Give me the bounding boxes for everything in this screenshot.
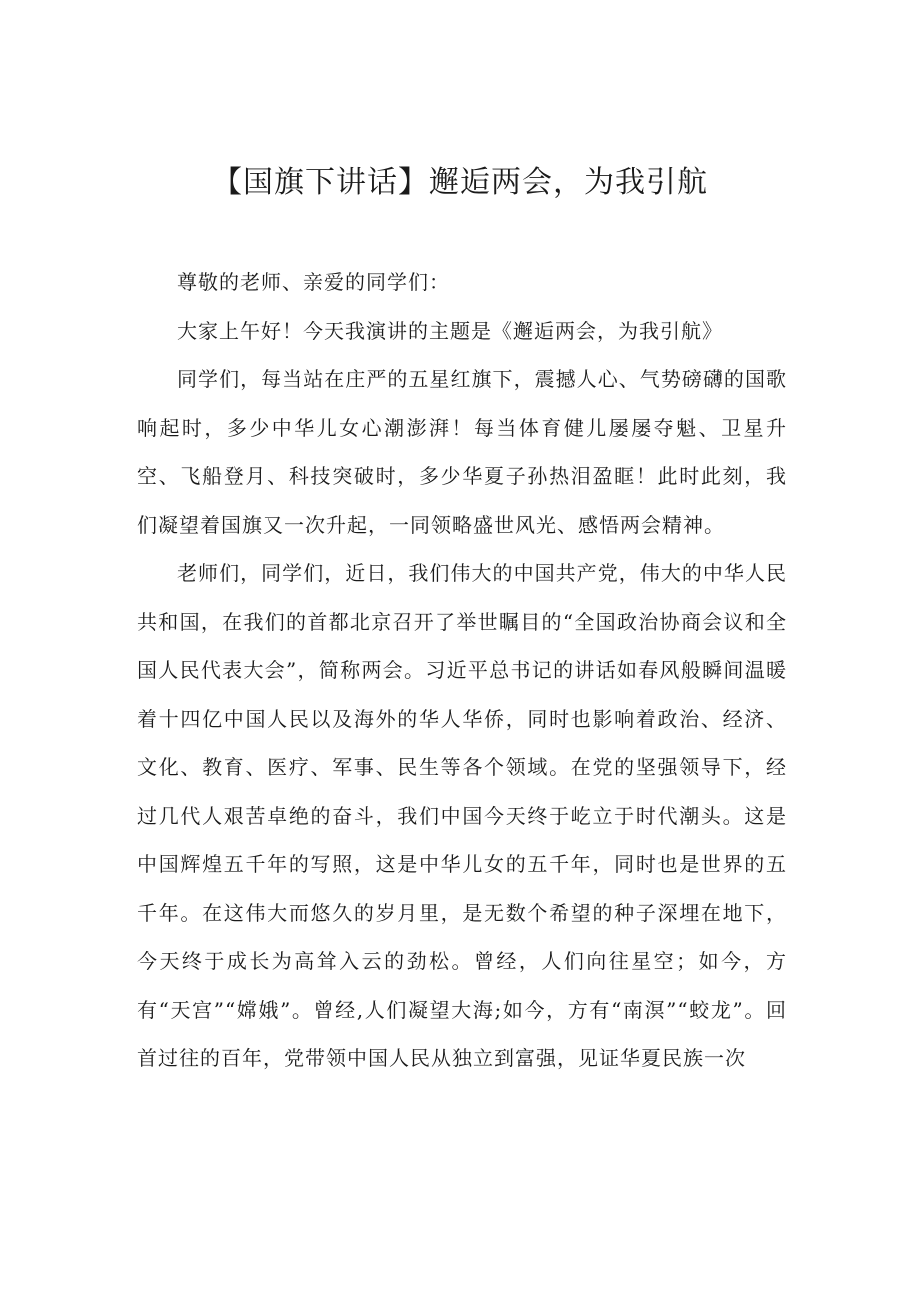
paragraph-two-sessions: 老师们，同学们，近日，我们伟大的中国共产党，伟大的中华人民共和国，在我们的首都北京召开了举世瞩目的“全国政治协商会议和全国人民代表大会”，简称两会。习近平总书记的讲话如春风般瞬间温暖着十四亿中国人民以及海外的华人华侨，同时也影响着政治、经济、文化、教育、医疗、军事、民生等各个领域。在党的坚强领导下，经过几代人艰苦卓绝的奋斗，我们中国今天终于屹立于时代潮头。这是中国辉煌五千年的写照，这是中华儿女的五千年，同时也是世界的五千年。在这伟大而悠久的岁月里，是无数个希望的种子深埋在地下，今天终于成长为高耸入云的劲松。曾经，人们向往星空；如今，方有“天宫”“嫦娥”。曾经,人们凝望大海;如今，方有“南溟”“蛟龙”。回首过往的百年，党带领中国人民从独立到富强，见证华夏民族一次: [137, 561, 787, 1070]
paragraph-topic: 大家上午好！今天我演讲的主题是《邂逅两会，为我引航》: [177, 318, 723, 343]
document-title: 【国旗下讲话】邂逅两会，为我引航: [212, 165, 708, 200]
paragraph-flag: 同学们，每当站在庄严的五星红旗下，震撼人心、气势磅礴的国歌响起时，多少中华儿女心潮澎湃！每当体育健儿屡屡夺魁、卫星升空、飞船登月、科技突破时，多少华夏子孙热泪盈眶！此时此刻，我们凝望着国旗又一次升起，一同领略盛世风光、感悟两会精神。: [137, 367, 787, 537]
paragraph-greeting: 尊敬的老师、亲爱的同学们：: [177, 270, 450, 294]
document-body: [137, 258, 787, 1083]
